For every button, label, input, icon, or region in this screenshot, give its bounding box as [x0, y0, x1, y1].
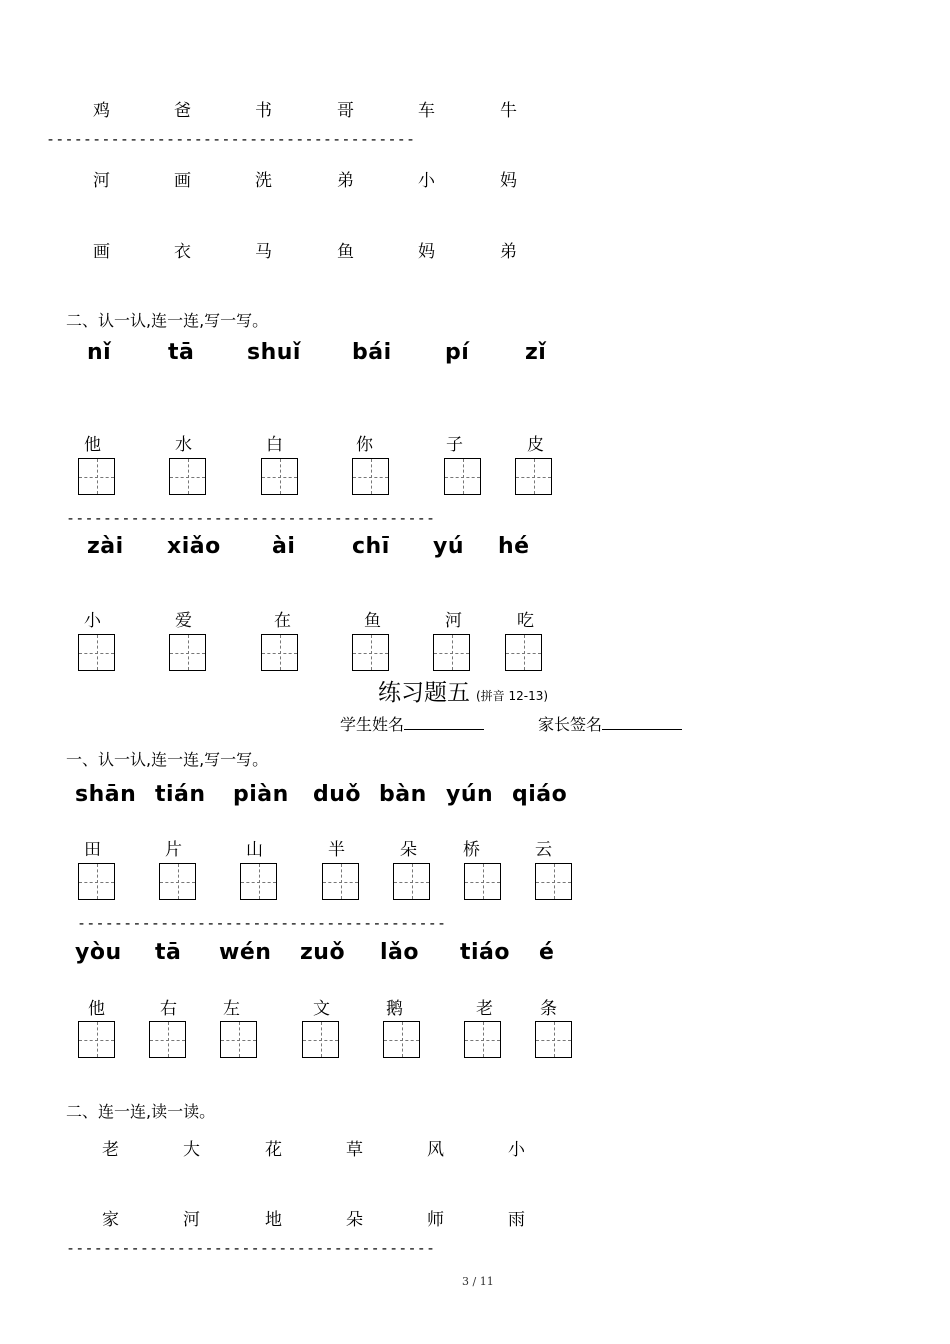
char: 河 — [93, 171, 110, 191]
writing-box[interactable] — [515, 458, 552, 495]
pinyin: bái — [352, 340, 392, 365]
pinyin: yòu — [75, 940, 122, 965]
pinyin: duǒ — [313, 782, 362, 807]
char: 片 — [165, 840, 182, 860]
pinyin: tā — [168, 340, 195, 365]
pinyin: bàn — [379, 782, 427, 807]
char: 小 — [508, 1140, 525, 1160]
pinyin: piàn — [233, 782, 289, 807]
char: 老 — [476, 999, 493, 1019]
char: 大 — [183, 1140, 200, 1160]
char: 半 — [328, 840, 345, 860]
char: 在 — [274, 611, 291, 631]
section-heading: 一、认一认,连一连,写一写。 — [66, 750, 269, 769]
char: 妈 — [418, 242, 435, 262]
writing-box[interactable] — [159, 863, 196, 900]
writing-box[interactable] — [169, 634, 206, 671]
char: 朵 — [346, 1210, 363, 1230]
char: 桥 — [463, 840, 480, 860]
char: 小 — [84, 611, 101, 631]
parent-sign-blank[interactable] — [602, 715, 682, 730]
char: 他 — [88, 999, 105, 1019]
writing-box[interactable] — [261, 458, 298, 495]
char: 爱 — [175, 611, 192, 631]
char: 师 — [427, 1210, 444, 1230]
pinyin: ài — [272, 534, 296, 559]
writing-box[interactable] — [352, 634, 389, 671]
char: 皮 — [527, 435, 544, 455]
char: 弟 — [500, 242, 517, 262]
student-name-blank[interactable] — [404, 715, 484, 730]
pinyin: yún — [446, 782, 494, 807]
writing-box[interactable] — [78, 863, 115, 900]
student-name-field[interactable] — [340, 712, 484, 735]
writing-box[interactable] — [433, 634, 470, 671]
char: 子 — [446, 435, 463, 455]
dashed-divider: ---------------------------------------- — [77, 914, 447, 932]
char: 车 — [418, 101, 435, 121]
char: 文 — [313, 999, 330, 1019]
writing-box[interactable] — [383, 1021, 420, 1058]
char: 河 — [445, 611, 462, 631]
char: 花 — [265, 1140, 282, 1160]
char: 画 — [93, 242, 110, 262]
char: 鹅 — [386, 999, 403, 1019]
char: 右 — [160, 999, 177, 1019]
writing-box[interactable] — [220, 1021, 257, 1058]
char: 条 — [540, 999, 557, 1019]
writing-box[interactable] — [78, 1021, 115, 1058]
writing-box[interactable] — [464, 863, 501, 900]
char: 你 — [356, 435, 373, 455]
char: 书 — [255, 101, 272, 121]
pinyin: shuǐ — [247, 340, 301, 365]
char: 山 — [246, 840, 263, 860]
writing-box[interactable] — [393, 863, 430, 900]
writing-box[interactable] — [78, 634, 115, 671]
char: 衣 — [174, 242, 191, 262]
char: 弟 — [337, 171, 354, 191]
exercise-title — [378, 674, 548, 707]
char: 家 — [102, 1210, 119, 1230]
pinyin: nǐ — [87, 340, 112, 365]
pinyin: yú — [433, 534, 465, 559]
section-heading: 二、认一认,连一连,写一写。 — [66, 311, 269, 330]
writing-box[interactable] — [322, 863, 359, 900]
pinyin: é — [539, 940, 555, 965]
dashed-divider: ---------------------------------------- — [66, 509, 436, 527]
char: 吃 — [517, 611, 534, 631]
pinyin: shān — [75, 782, 137, 807]
char: 爸 — [174, 101, 191, 121]
pinyin: lǎo — [380, 940, 420, 965]
pinyin: hé — [498, 534, 530, 559]
char: 水 — [175, 435, 192, 455]
char: 草 — [346, 1140, 363, 1160]
parent-sign-label: 家长签名 — [538, 715, 603, 734]
char: 鸡 — [93, 101, 110, 121]
pinyin: qiáo — [512, 782, 568, 807]
writing-box[interactable] — [149, 1021, 186, 1058]
writing-box[interactable] — [261, 634, 298, 671]
parent-sign-field[interactable] — [538, 712, 682, 735]
char: 鱼 — [364, 611, 381, 631]
char: 鱼 — [337, 242, 354, 262]
dashed-divider: ---------------------------------------- — [66, 1239, 436, 1257]
writing-box[interactable] — [505, 634, 542, 671]
pinyin: tā — [155, 940, 182, 965]
char: 朵 — [400, 840, 417, 860]
pinyin: zuǒ — [300, 940, 346, 965]
char: 妈 — [500, 171, 517, 191]
char: 地 — [265, 1210, 282, 1230]
char: 风 — [427, 1140, 444, 1160]
char: 洗 — [255, 171, 272, 191]
char: 马 — [255, 242, 272, 262]
exercise-subtitle: (拼音 12-13) — [476, 689, 549, 703]
char: 云 — [535, 840, 552, 860]
writing-box[interactable] — [169, 458, 206, 495]
writing-box[interactable] — [240, 863, 277, 900]
exercise-title-text: 练习题五 — [378, 680, 470, 706]
pinyin: zài — [87, 534, 124, 559]
char: 老 — [102, 1140, 119, 1160]
char: 雨 — [508, 1210, 525, 1230]
writing-box[interactable] — [464, 1021, 501, 1058]
char: 哥 — [337, 101, 354, 121]
char: 白 — [266, 435, 283, 455]
writing-box[interactable] — [535, 1021, 572, 1058]
char: 小 — [418, 171, 435, 191]
char: 河 — [183, 1210, 200, 1230]
char: 他 — [84, 435, 101, 455]
page-number: 3 / 11 — [462, 1275, 494, 1288]
writing-box[interactable] — [535, 863, 572, 900]
pinyin: tiáo — [460, 940, 511, 965]
pinyin: pí — [445, 340, 470, 365]
student-name-label: 学生姓名 — [340, 715, 405, 734]
writing-box[interactable] — [78, 458, 115, 495]
pinyin: wén — [219, 940, 272, 965]
char: 左 — [223, 999, 240, 1019]
char: 田 — [84, 840, 101, 860]
dashed-divider: ---------------------------------------- — [46, 130, 416, 148]
pinyin: xiǎo — [167, 534, 221, 559]
pinyin: zǐ — [525, 340, 547, 365]
writing-box[interactable] — [352, 458, 389, 495]
section-heading: 二、连一连,读一读。 — [66, 1102, 216, 1121]
char: 牛 — [500, 101, 517, 121]
writing-box[interactable] — [302, 1021, 339, 1058]
writing-box[interactable] — [444, 458, 481, 495]
char: 画 — [174, 171, 191, 191]
pinyin: tián — [155, 782, 206, 807]
pinyin: chī — [352, 534, 390, 559]
